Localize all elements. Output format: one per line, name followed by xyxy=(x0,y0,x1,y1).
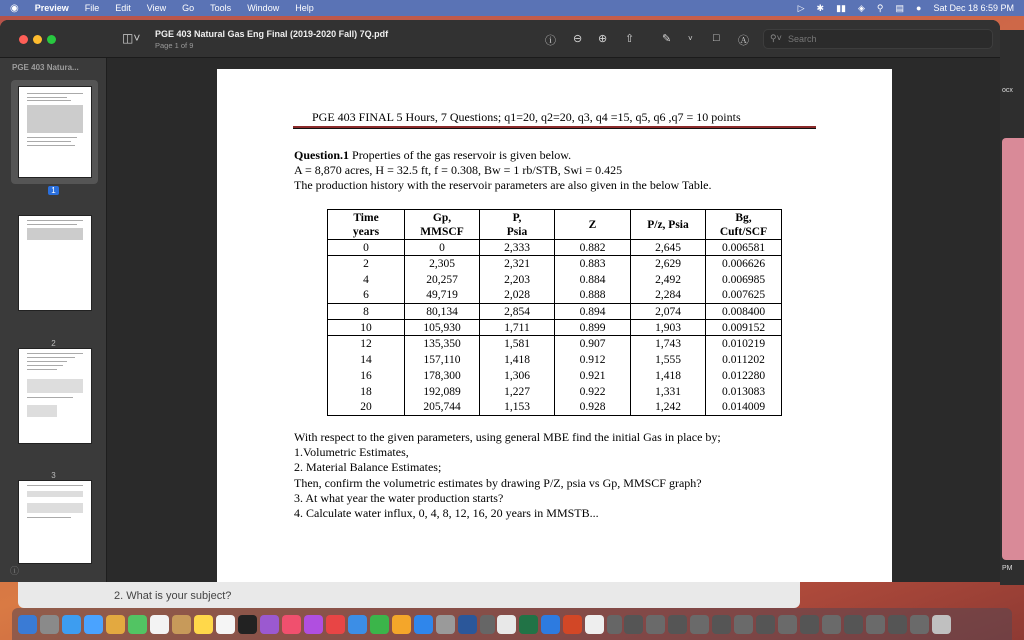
recent-file-icon[interactable] xyxy=(712,615,731,634)
dock-separator xyxy=(480,615,495,634)
excel-icon[interactable] xyxy=(519,615,538,634)
table-cell: 1,711 xyxy=(480,320,555,336)
powerpoint-icon[interactable] xyxy=(563,615,582,634)
table-cell: 0.921 xyxy=(555,368,631,384)
page-number-3: 3 xyxy=(51,471,56,480)
table-cell: 1,581 xyxy=(480,336,555,352)
rotate-icon[interactable]: □ xyxy=(713,32,720,44)
column-header-z: Z xyxy=(555,210,631,240)
table-cell: 2,492 xyxy=(631,272,706,288)
info-small-icon[interactable]: ⓘ xyxy=(10,566,20,576)
table-cell: 0.009152 xyxy=(706,320,782,336)
column-header-p: P, Psia xyxy=(480,210,555,240)
trash-icon[interactable] xyxy=(932,615,951,634)
table-cell: 0 xyxy=(405,240,480,256)
table-cell: 1,903 xyxy=(631,320,706,336)
preview-icon[interactable] xyxy=(585,615,604,634)
mail-icon[interactable] xyxy=(84,615,103,634)
table-cell: 0.012280 xyxy=(706,368,782,384)
numbers-icon[interactable] xyxy=(370,615,389,634)
safari-icon[interactable] xyxy=(62,615,81,634)
menu-bar xyxy=(0,0,1024,16)
recent-file-icon[interactable] xyxy=(844,615,863,634)
table-row xyxy=(328,304,782,320)
table-cell: 2,854 xyxy=(480,304,555,320)
header-rule xyxy=(293,126,816,129)
menu-view[interactable]: View xyxy=(146,3,167,13)
table-cell: 0.884 xyxy=(555,272,631,288)
table-cell: 1,331 xyxy=(631,384,706,400)
page-thumbnail-4[interactable] xyxy=(18,480,92,564)
table-cell: 1,227 xyxy=(480,384,555,400)
share-icon[interactable]: ⇧ xyxy=(625,33,635,45)
table-cell: 6 xyxy=(328,288,405,304)
table-row xyxy=(328,336,782,352)
menu-window[interactable]: Window xyxy=(247,3,280,13)
question-1 xyxy=(294,148,711,193)
table-cell: 80,134 xyxy=(405,304,480,320)
pdf-page[interactable] xyxy=(217,69,892,582)
table-cell: 0.912 xyxy=(555,352,631,368)
table-cell: 1,242 xyxy=(631,400,706,416)
table-cell: 0.010219 xyxy=(706,336,782,352)
pages-icon[interactable] xyxy=(392,615,411,634)
control-center-icon[interactable]: ▤ xyxy=(895,2,905,13)
table-row xyxy=(328,400,782,416)
table-cell: 2,203 xyxy=(480,272,555,288)
reservoir-parameters: A = 8,870 acres, H = 32.5 ft, f = 0.308, Bw = 1 rb/STB, Swi = 0.425 xyxy=(294,163,623,177)
contacts-icon[interactable] xyxy=(172,615,191,634)
table-cell: 1,306 xyxy=(480,368,555,384)
table-row xyxy=(328,272,782,288)
recent-file-icon[interactable] xyxy=(734,615,753,634)
info-icon[interactable]: ⓘ xyxy=(545,35,556,47)
table-cell: 0.006985 xyxy=(706,272,782,288)
tv-icon[interactable] xyxy=(238,615,257,634)
production-history-table xyxy=(327,209,782,416)
table-row xyxy=(328,384,782,400)
table-cell: 0.006581 xyxy=(706,240,782,256)
wifi-icon[interactable]: ◈ xyxy=(857,2,865,13)
table-cell: 2,321 xyxy=(480,256,555,272)
menu-edit[interactable]: Edit xyxy=(115,3,131,13)
photos-icon[interactable] xyxy=(106,615,125,634)
table-row xyxy=(328,352,782,368)
table-cell: 2,333 xyxy=(480,240,555,256)
table-cell: 0.928 xyxy=(555,400,631,416)
recent-file-icon[interactable] xyxy=(756,615,775,634)
task-line: With respect to the given parameters, using general MBE find the initial Gas in place by; xyxy=(294,430,721,444)
table-cell: 0.006626 xyxy=(706,256,782,272)
table-cell: 12 xyxy=(328,336,405,352)
table-row xyxy=(328,256,782,272)
column-header-pz: P/z, Psia xyxy=(631,210,706,240)
recent-file-icon[interactable] xyxy=(668,615,687,634)
table-cell: 0.013083 xyxy=(706,384,782,400)
table-cell: 16 xyxy=(328,368,405,384)
table-cell: 2,645 xyxy=(631,240,706,256)
recent-file-icon[interactable] xyxy=(888,615,907,634)
table-cell: 2,305 xyxy=(405,256,480,272)
recent-file-icon[interactable] xyxy=(624,615,643,634)
table-cell: 0 xyxy=(328,240,405,256)
table-cell: 49,719 xyxy=(405,288,480,304)
table-cell: 2,028 xyxy=(480,288,555,304)
page-thumbnail-2[interactable] xyxy=(18,215,92,311)
close-button[interactable] xyxy=(19,35,28,44)
news-icon[interactable] xyxy=(326,615,345,634)
table-cell: 135,350 xyxy=(405,336,480,352)
recent-file-icon[interactable] xyxy=(646,615,665,634)
document-title: PGE 403 Natural Gas Eng Final (2019-2020 Fall) 7Q.pdf xyxy=(155,29,389,39)
recent-file-icon[interactable] xyxy=(866,615,885,634)
table-cell: 0.907 xyxy=(555,336,631,352)
table-cell: 0.007625 xyxy=(706,288,782,304)
table-cell: 1,743 xyxy=(631,336,706,352)
question-label: Question.1 xyxy=(294,148,350,162)
page-thumbnail-3[interactable] xyxy=(18,348,92,444)
page-number-1: 1 xyxy=(0,186,107,195)
zoom-out-icon[interactable]: ⊖ xyxy=(573,33,583,45)
recent-file-icon[interactable] xyxy=(690,615,709,634)
table-cell: 1,555 xyxy=(631,352,706,368)
spotlight-icon[interactable]: ⚲ xyxy=(876,2,884,13)
table-cell: 14 xyxy=(328,352,405,368)
notes-icon[interactable] xyxy=(194,615,213,634)
question-tasks xyxy=(294,430,721,521)
podcast-app-icon[interactable] xyxy=(304,615,323,634)
table-row xyxy=(328,240,782,256)
play-icon[interactable]: ▷ xyxy=(797,2,805,13)
minimize-button[interactable] xyxy=(33,35,42,44)
menu-app-preview[interactable]: Preview xyxy=(34,3,69,13)
table-cell: 0.008400 xyxy=(706,304,782,320)
zoom-icon[interactable] xyxy=(541,615,560,634)
table-cell: 0.899 xyxy=(555,320,631,336)
background-window-label: PM xyxy=(1002,565,1013,572)
task-line: 2. Material Balance Estimates; xyxy=(294,460,442,475)
column-header-gp: Gp, MMSCF xyxy=(405,210,480,240)
table-cell: 2 xyxy=(328,256,405,272)
recent-file-icon[interactable] xyxy=(910,615,929,634)
markup-pen-icon[interactable]: ✎ xyxy=(662,33,672,45)
menu-help[interactable]: Help xyxy=(295,3,314,13)
table-cell: 205,744 xyxy=(405,400,480,416)
siri-icon[interactable]: ● xyxy=(916,3,922,13)
task-line: 1.Volumetric Estimates, xyxy=(294,445,409,460)
launchpad-icon[interactable] xyxy=(40,615,59,634)
bluetooth-icon[interactable]: ✱ xyxy=(816,2,825,13)
finder-icon[interactable] xyxy=(18,615,37,634)
table-row xyxy=(328,320,782,336)
markup-toolbar-icon[interactable]: Ⓐ xyxy=(738,35,749,47)
messages-icon[interactable] xyxy=(128,615,147,634)
chevron-down-icon[interactable]: ˅ xyxy=(688,34,693,43)
table-cell: 0.882 xyxy=(555,240,631,256)
podcasts-icon[interactable] xyxy=(260,615,279,634)
table-cell: 8 xyxy=(328,304,405,320)
apple-menu-icon[interactable]: ◉ xyxy=(10,2,19,14)
word-icon[interactable] xyxy=(458,615,477,634)
calendar-icon[interactable] xyxy=(150,615,169,634)
table-cell: 2,074 xyxy=(631,304,706,320)
table-cell: 4 xyxy=(328,272,405,288)
task-line: Then, confirm the volumetric estimates by drawing P/Z, psia vs Gp, MMSCF graph? xyxy=(294,475,702,490)
page-thumbnail-1[interactable] xyxy=(18,86,92,178)
table-cell: 0.883 xyxy=(555,256,631,272)
recent-file-icon[interactable] xyxy=(778,615,797,634)
exam-header: PGE 403 FINAL 5 Hours, 7 Questions; q1=20, q2=20, q3, q4 =15, q5, q6 ,q7 = 10 points xyxy=(312,110,741,124)
table-cell: 0.888 xyxy=(555,288,631,304)
chrome-icon[interactable] xyxy=(497,615,516,634)
table-cell: 192,089 xyxy=(405,384,480,400)
table-intro: The production history with the reservoir parameters are also given in the below Table. xyxy=(294,178,712,192)
table-cell: 0.894 xyxy=(555,304,631,320)
question-intro-line xyxy=(294,148,711,163)
table-cell: 1,153 xyxy=(480,400,555,416)
table-cell: 20,257 xyxy=(405,272,480,288)
fullscreen-button[interactable] xyxy=(47,35,56,44)
table-cell: 20 xyxy=(328,400,405,416)
keynote-icon[interactable] xyxy=(348,615,367,634)
system-preferences-icon[interactable] xyxy=(436,615,455,634)
menu-go[interactable]: Go xyxy=(182,3,195,13)
question-text: Properties of the gas reservoir is given below. xyxy=(349,148,572,162)
music-icon[interactable] xyxy=(282,615,301,634)
table-cell: 0.014009 xyxy=(706,400,782,416)
table-cell: 18 xyxy=(328,384,405,400)
background-question-text: 2. What is your subject? xyxy=(114,590,232,602)
sidebar-header: PGE 403 Natura... xyxy=(12,63,79,72)
menu-file[interactable]: File xyxy=(84,3,100,13)
search-input[interactable] xyxy=(763,29,993,49)
column-header-bg: Bg, Cuft/SCF xyxy=(706,210,782,240)
recent-file-icon[interactable] xyxy=(800,615,819,634)
background-window-label: ocx xyxy=(1002,87,1013,94)
recent-file-icon[interactable] xyxy=(822,615,841,634)
dock xyxy=(12,608,1012,640)
page-count: Page 1 of 9 xyxy=(155,41,194,50)
table-cell: 105,930 xyxy=(405,320,480,336)
table-cell: 178,300 xyxy=(405,368,480,384)
task-line: 3. At what year the water production starts? xyxy=(294,490,504,505)
menu-tools[interactable]: Tools xyxy=(210,3,232,13)
zoom-in-icon[interactable]: ⊕ xyxy=(598,33,608,45)
menu-clock[interactable]: Sat Dec 18 6:59 PM xyxy=(933,3,1014,13)
battery-icon[interactable]: ▮▮ xyxy=(836,2,846,13)
table-row xyxy=(328,288,782,304)
search-icon: ⚲˅ xyxy=(770,33,782,43)
table-cell: 0.922 xyxy=(555,384,631,400)
table-cell: 10 xyxy=(328,320,405,336)
sidebar-toggle-icon[interactable]: ◫˅ xyxy=(122,31,141,45)
app-store-icon[interactable] xyxy=(414,615,433,634)
reminders-icon[interactable] xyxy=(216,615,235,634)
thumbnail-sidebar[interactable] xyxy=(0,58,107,582)
column-header-time: Time years xyxy=(328,210,405,240)
dock-separator xyxy=(607,615,622,634)
task-line: 4. Calculate water influx, 0, 4, 8, 12, 16, 20 years in MMSTB... xyxy=(294,506,599,521)
page-number-2: 2 xyxy=(51,339,56,348)
table-cell: 1,418 xyxy=(480,352,555,368)
search-placeholder: Search xyxy=(788,34,817,44)
menu-extras xyxy=(786,3,1014,14)
table-cell: 0.011202 xyxy=(706,352,782,368)
table-cell: 157,110 xyxy=(405,352,480,368)
table-cell: 2,629 xyxy=(631,256,706,272)
table-cell: 2,284 xyxy=(631,288,706,304)
table-cell: 1,418 xyxy=(631,368,706,384)
table-row xyxy=(328,368,782,384)
background-window-pink[interactable] xyxy=(1002,138,1024,560)
